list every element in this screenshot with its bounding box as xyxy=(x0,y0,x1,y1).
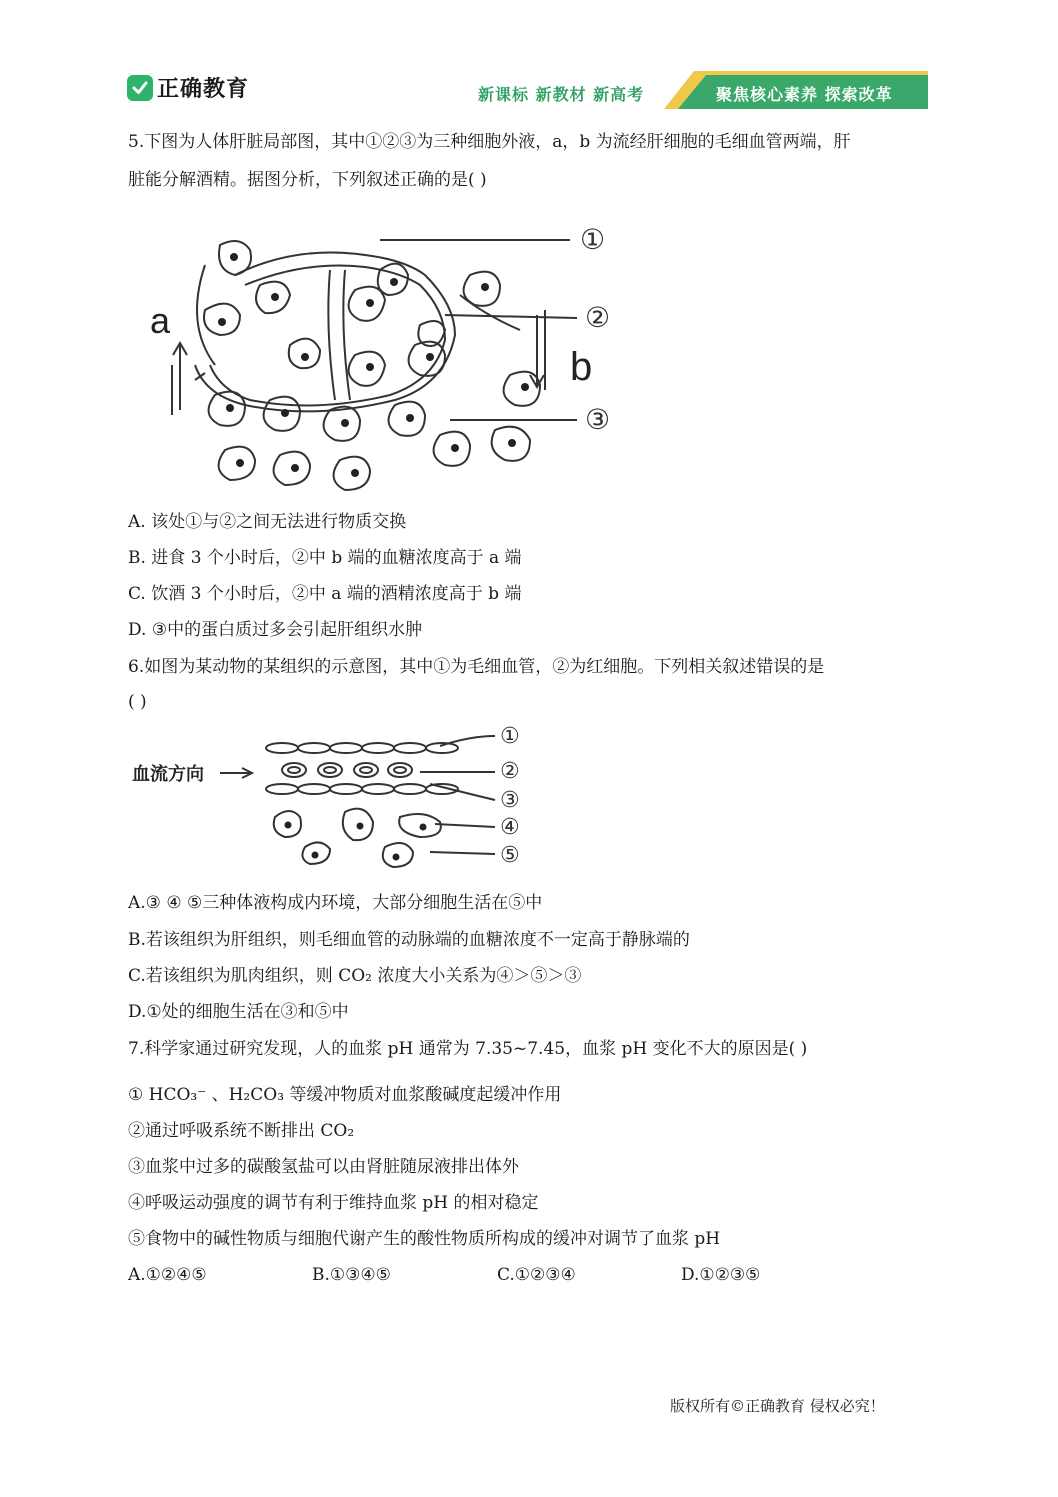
copyright-footer: 版权所有©正确教育 侵权必究！ xyxy=(670,1397,885,1415)
check-icon xyxy=(127,75,153,101)
q7-stem: 7.科学家通过研究发现，人的血浆 pH 通常为 7.35~7.45，血浆 pH 变化不大的原因是( ) xyxy=(128,1039,808,1059)
q6-option-d: D.①处的细胞生活在③和⑤中 xyxy=(128,1002,349,1022)
q7-choice-c: C.①②③④ xyxy=(497,1265,576,1285)
q6-option-a: A.③ ④ ⑤三种体液构成内环境，大部分细胞生活在⑤中 xyxy=(128,893,543,913)
q7-item-1: ① HCO₃⁻ 、H₂CO₃ 等缓冲物质对血浆酸碱度起缓冲作用 xyxy=(128,1085,562,1105)
q7-choice-b: B.①③④⑤ xyxy=(312,1265,391,1285)
label-3: ③ xyxy=(500,788,520,813)
q5-option-a: A. 该处①与②之间无法进行物质交换 xyxy=(128,512,407,532)
q5-option-b: B. 进食 3 个小时后，②中 b 端的血糖浓度高于 a 端 xyxy=(128,548,522,568)
label-3: ③ xyxy=(585,403,611,436)
q6-stem-line1: 6.如图为某动物的某组织的示意图，其中①为毛细血管，②为红细胞。下列相关叙述错误的是 xyxy=(128,657,825,677)
label-b: b xyxy=(570,345,593,389)
q7-item-3: ③血浆中过多的碳酸氢盐可以由肾脏随尿液排出体外 xyxy=(128,1157,519,1177)
q6-option-b: B.若该组织为肝组织，则毛细血管的动脉端的血糖浓度不一定高于静脉端的 xyxy=(128,930,690,950)
q5-stem-line2: 脏能分解酒精。据图分析，下列叙述正确的是( ) xyxy=(128,170,487,190)
q7-item-5: ⑤食物中的碱性物质与细胞代谢产生的酸性物质所构成的缓冲对调节了血浆 pH xyxy=(128,1229,721,1249)
label-2: ② xyxy=(585,301,611,334)
brand-name: 正确教育 xyxy=(157,77,250,102)
label-1: ① xyxy=(500,724,520,749)
label-2: ② xyxy=(500,759,520,784)
q7-choices xyxy=(128,1263,928,1287)
label-4: ④ xyxy=(500,815,520,840)
slogan-left: 新课标 新教材 新高考 xyxy=(478,85,645,104)
blood-flow-label: 血流方向 xyxy=(132,764,204,785)
slogan-right: 聚焦核心素养 探索改革 xyxy=(716,85,893,104)
q5-liver-diagram xyxy=(140,215,640,500)
label-a: a xyxy=(150,300,171,341)
q7-item-4: ④呼吸运动强度的调节有利于维持血浆 pH 的相对稳定 xyxy=(128,1193,539,1213)
q5-stem-line1: 5.下图为人体肝脏局部图，其中①②③为三种细胞外液，a，b 为流经肝细胞的毛细血管两端，肝 xyxy=(128,132,851,152)
q7-choice-d: D.①②③⑤ xyxy=(681,1265,761,1285)
label-5: ⑤ xyxy=(500,843,520,868)
q7-item-2: ②通过呼吸系统不断排出 CO₂ xyxy=(128,1121,355,1141)
brand-logo xyxy=(127,72,249,103)
page-header xyxy=(0,0,1058,120)
q6-option-c: C.若该组织为肌肉组织，则 CO₂ 浓度大小关系为④＞⑤＞③ xyxy=(128,966,582,986)
q6-tissue-diagram xyxy=(130,722,550,872)
q6-stem-line2: ( ) xyxy=(128,692,147,712)
q7-choice-a: A.①②④⑤ xyxy=(128,1265,207,1285)
q5-option-d: D. ③中的蛋白质过多会引起肝组织水肿 xyxy=(128,620,423,640)
q5-option-c: C. 饮酒 3 个小时后，②中 a 端的酒精浓度高于 b 端 xyxy=(128,584,522,604)
label-1: ① xyxy=(580,223,606,256)
